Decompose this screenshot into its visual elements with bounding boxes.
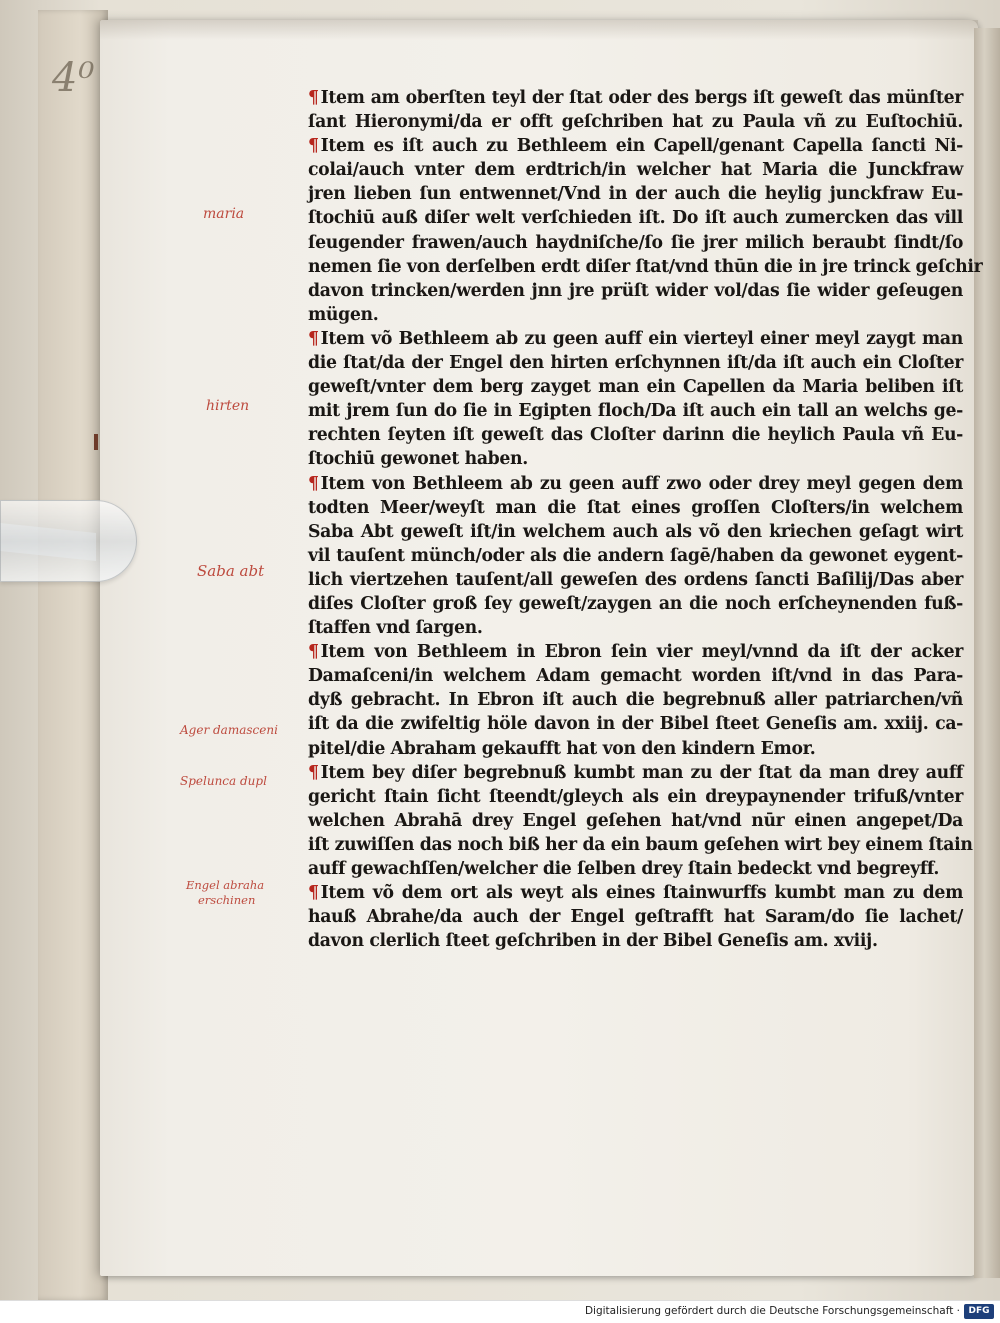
- dfg-logo: DFG: [964, 1304, 994, 1319]
- text-line: [308, 929, 963, 953]
- text-line-content: davon trincken/werden jnn jre prüſt wider vol/das ſie wider geſeugen: [308, 280, 963, 301]
- text-line-content: dyß gebracht. In Ebron iſt auch die begrebnuß aller patriarchen/vñ: [308, 690, 963, 711]
- text-line: [308, 712, 963, 736]
- text-line-content: todten Meer/weyſt man die ſtat eines groſſen Cloſters/in welchem: [308, 497, 963, 518]
- text-line: [308, 833, 973, 857]
- text-line: [308, 158, 963, 182]
- text-line-content: colai/auch vnter dem erdtrich/in welcher hat Maria die Junckfraw: [308, 160, 963, 181]
- text-line-content: Item võ Bethleem ab zu geen auff ein vierteyl einer meyl zaygt man: [320, 328, 963, 349]
- text-line-content: mügen.: [308, 304, 379, 325]
- marginal-note: Engel abraha: [186, 878, 265, 892]
- text-line: [308, 86, 963, 110]
- text-line-content: nemen ſie von derſelben erdt diſer ſtat/vnd thūn die in jre trinck geſchir: [308, 256, 983, 277]
- text-line: [308, 809, 963, 833]
- text-line-content: iſt da die zwifeltig höle davon in der Bibel ſteet Geneſis am. xxiij. ca-: [308, 714, 963, 735]
- text-line: [308, 761, 963, 785]
- text-line: [308, 182, 963, 206]
- text-line: [308, 399, 963, 423]
- text-line-content: davon clerlich ſteet geſchriben in der Bibel Geneſis am. xviij.: [308, 931, 878, 952]
- text-line-content: mit jrem ſun do ſie in Egipten floch/Da iſt auch ein tall an welchs ge-: [308, 401, 963, 422]
- text-line-content: pitel/die Abraham gekaufft hat von den kindern Emor.: [308, 738, 816, 759]
- text-line-content: rechten ſeyten iſt geweſt das Cloſter darinn die heylich Paula vñ Eu-: [308, 425, 963, 446]
- text-line-content: welchen Abrahā drey Engel geſehen hat/vnd nūr einen angepet/Da: [308, 810, 963, 831]
- text-line: [308, 664, 963, 688]
- text-line: [308, 303, 963, 327]
- book-right-edge: [974, 28, 1000, 1278]
- marginal-note: Saba abt: [197, 562, 265, 580]
- text-line-content: Item võ dem ort als weyt als eines ſtainwurffs kumbt man zu dem: [320, 883, 963, 904]
- text-line: [308, 857, 963, 881]
- text-line-content: Damaſceni/in welchem Adam gemacht worden iſt/vnd in das Para-: [308, 666, 963, 687]
- text-line-content: ſtochiū auß diſer welt verſchieden iſt. Do iſt auch zumercken das vill: [308, 208, 963, 229]
- text-line-content: iſt zuwiſſen das noch biß her da ein baum geſehen wirt bey einem ſtain: [308, 834, 973, 855]
- text-line-content: ſtochiū gewonet haben.: [308, 449, 528, 470]
- paragraph-mark: ¶: [308, 883, 319, 904]
- text-line-content: geweſt/vnter dem berg zayget man ein Capellen da Maria beliben iſt: [308, 377, 963, 398]
- text-line: [308, 351, 963, 375]
- text-line: [308, 255, 983, 279]
- text-line-content: Item von Bethleem in Ebron ſein vier meyl/vnnd da iſt der acker: [320, 642, 963, 663]
- text-line: [308, 737, 963, 761]
- marginal-note: hirten: [206, 398, 250, 414]
- text-line: [308, 206, 963, 230]
- paragraph-mark: ¶: [308, 762, 319, 783]
- text-line-content: lich viertzehen tauſent/all geweſen des ordens ſancti Baſilij/Das aber: [308, 569, 963, 590]
- margin-tab-mark: [94, 434, 98, 450]
- text-line: [308, 231, 963, 255]
- footer-bar: [0, 1300, 1000, 1323]
- text-line: [308, 472, 963, 496]
- marginal-note: Spelunca dupl: [180, 774, 267, 788]
- underlying-page-edge: [38, 10, 108, 1300]
- text-line: [308, 327, 963, 351]
- text-line-content: gericht ſtain ſicht ſteendt/gleych als ein dreypaynender trifuß/vnter: [308, 786, 963, 807]
- text-line-content: ſant Hieronymi/da er offt geſchriben hat zu Paula vñ zu Euſtochiū.: [308, 112, 963, 133]
- paragraph-mark: ¶: [308, 136, 319, 157]
- text-line-content: Saba Abt geweſt iſt/in welchem auch als võ den kriechen geſagt wirt: [308, 521, 963, 542]
- marginal-note: maria: [203, 206, 245, 222]
- page-number-note: 4⁰: [52, 55, 96, 101]
- text-line: [308, 279, 963, 303]
- marginal-note: erschinen: [198, 893, 256, 907]
- text-line-content: Item von Bethleem ab zu geen auff zwo oder drey meyl gegen dem: [320, 473, 963, 494]
- text-line-content: ſtaffen vnd ſargen.: [308, 618, 483, 639]
- marginal-note: Ager damasceni: [180, 723, 278, 737]
- text-line-content: jren lieben ſun entwennet/Vnd in der auch die heylig junckfraw Eu-: [308, 184, 963, 205]
- text-line-content: hauß Abrahe/da auch der Engel geſtrafft hat Saram/do ſie lachet/: [308, 907, 963, 928]
- text-line: [308, 592, 963, 616]
- text-line: [308, 134, 963, 158]
- text-line-content: ſeugender frawen/auch haydniſche/ſo ſie jrer milich beraubt ſindt/ſo: [308, 232, 963, 253]
- text-line-content: Item es iſt auch zu Bethleem ein Capell/genant Capella ſancti Ni-: [320, 136, 963, 157]
- text-line-content: Item bey diſer begrebnuß kumbt man zu der ſtat da man drey auff: [320, 762, 963, 783]
- text-line: [308, 544, 963, 568]
- paragraph-mark: ¶: [308, 473, 319, 494]
- text-line: [308, 616, 963, 640]
- text-line-content: Item am oberſten teyl der ſtat oder des bergs iſt geweſt das münſter: [320, 88, 963, 108]
- page-clip: [0, 500, 137, 582]
- text-line: [308, 881, 963, 905]
- text-line: [308, 520, 963, 544]
- text-line: [308, 110, 963, 134]
- text-line-content: auff gewachſſen/welcher die ſelben drey ſtain bedeckt vnd begreyff.: [308, 859, 940, 879]
- text-line: [308, 905, 963, 929]
- text-line: [308, 447, 963, 471]
- text-line: [308, 688, 963, 712]
- paragraph-mark: ¶: [308, 88, 319, 108]
- text-line: [308, 785, 963, 809]
- printed-text-block: [308, 86, 983, 953]
- text-line: [308, 568, 963, 592]
- text-line-content: vil tauſent münch/oder als die andern ſagē/haben da gewonet eygent-: [308, 545, 963, 566]
- text-line: [308, 375, 963, 399]
- paragraph-mark: ¶: [308, 642, 319, 663]
- text-line-content: diſes Cloſter groß ſey geweſt/zaygen an die noch erſcheynenden fuß-: [308, 593, 963, 614]
- paragraph-mark: ¶: [308, 328, 319, 349]
- text-line: [308, 640, 963, 664]
- text-line-content: die ſtat/da der Engel den hirten erſchynnen iſt/da iſt auch ein Cloſter: [308, 353, 963, 374]
- text-line: [308, 496, 963, 520]
- page-top-shadow: [100, 20, 978, 40]
- text-line: [308, 423, 963, 447]
- footer-credit: Digitalisierung gefördert durch die Deutsche Forschungsgemeinschaft ·: [584, 1305, 960, 1317]
